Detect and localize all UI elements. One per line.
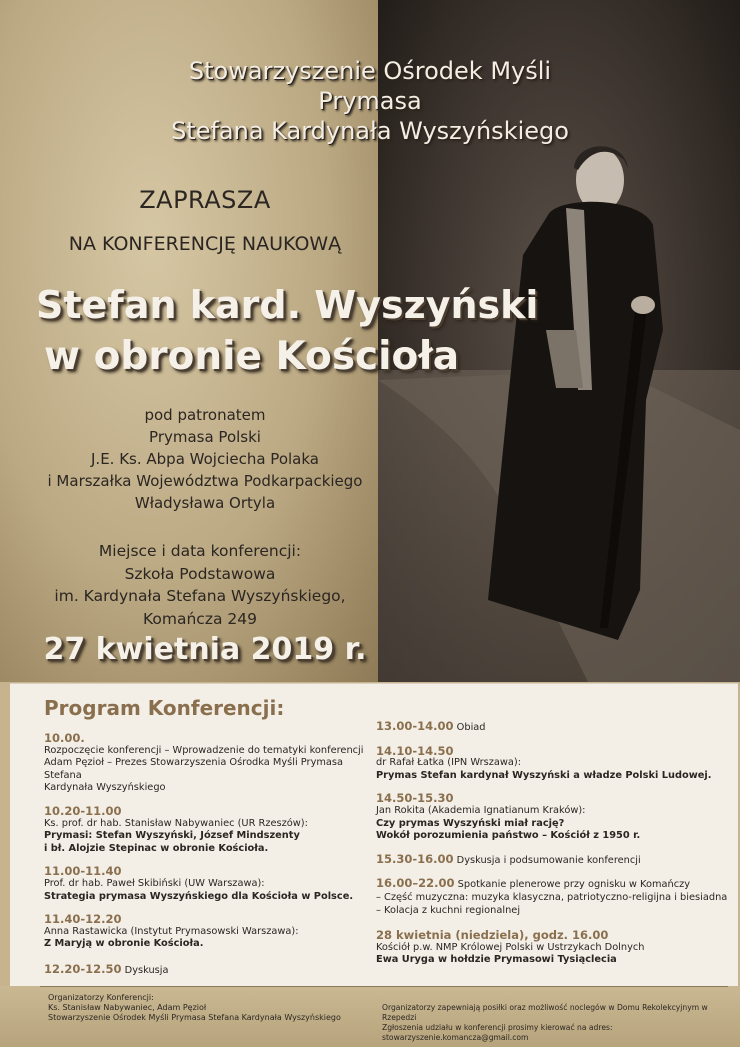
footer-divider (40, 986, 728, 987)
title-line-2: w obronie Kościoła (44, 334, 460, 379)
program-topic: Wokół porozumienia państwo – Kościół z 1950 r. (376, 830, 641, 842)
program-text: Anna Rastawicka (Instytut Prymasowski Warszawa): (44, 925, 299, 937)
program-time: 28 kwietnia (niedziela), godz. 16.00 (376, 928, 609, 943)
program-topic: Czy prymas Wyszyński miał rację? (376, 817, 565, 829)
conference-heading: NA KONFERENCJĘ NAUKOWĄ (68, 233, 342, 255)
conference-date: 27 kwietnia 2019 r. (43, 632, 367, 667)
program-topic: Prymas Stefan kardynał Wyszyński a władze Polski Ludowej. (376, 769, 712, 781)
footer-info (382, 1003, 732, 1043)
program-topic: Strategia prymasa Wyszyńskiego dla Kościoła w Polsce. (44, 890, 354, 902)
program-item (44, 963, 374, 978)
program-item (376, 720, 731, 735)
program-right-column (376, 720, 731, 967)
program-text: Jan Rokita (Akademia Ignatianum Kraków): (376, 804, 586, 816)
program-topic: Z Maryją w obronie Kościoła. (44, 938, 204, 950)
program-text: Kościół p.w. NMP Królowej Polski w Ustrzykach Dolnych (376, 941, 645, 953)
program-text: Kardynała Wyszyńskiego (44, 782, 166, 794)
program-text: Dyskusja i podsumowanie konferencji (456, 854, 641, 866)
program-item (44, 732, 374, 795)
program-time: 16.00–22.00 (376, 876, 455, 891)
footer-line: Ks. Stanisław Nabywaniec, Adam Pęzioł (48, 1003, 207, 1012)
venue-line: im. Kardynała Stefana Wyszyńskiego, (54, 587, 346, 605)
venue-line: Komańcza 249 (143, 609, 257, 628)
program-time: 10.20-11.00 (44, 803, 122, 818)
program-time: 11.00-11.40 (44, 864, 122, 879)
program-item (44, 913, 374, 951)
program-topic: Ewa Uryga w hołdzie Prymasowi Tysiąclecia (376, 954, 617, 966)
patronage-line: J.E. Ks. Abpa Wojciecha Polaka (91, 450, 319, 468)
org-line-2: Prymasa (318, 87, 422, 115)
program-text: – Kolacja z kuchni regionalnej (376, 904, 521, 916)
footer-line: Zgłoszenia udziału w konferencji prosimy kierować na adres: stowarzyszenie.komancza@gmail.com (382, 1023, 613, 1042)
patronage-line: pod patronatem (144, 406, 266, 424)
footer-organizers (48, 993, 368, 1023)
footer-line: Organizatorzy zapewniają posiłki oraz możliwość noclegów w Domu Rekolekcyjnym w Rzepedzi (382, 1003, 708, 1022)
venue-block (0, 540, 400, 630)
footer-line: Organizatorzy Konferencji: (48, 993, 154, 1002)
program-text: Dyskusja (124, 964, 169, 976)
title-line-1: Stefan kard. Wyszyński (36, 283, 539, 327)
program-item (376, 745, 731, 783)
footer-line: Stowarzyszenie Ośrodek Myśli Prymasa Stefana Kardynała Wyszyńskiego (48, 1013, 341, 1022)
program-text: Prof. dr hab. Paweł Skibiński (UW Warszawa): (44, 877, 265, 889)
program-text: Spotkanie plenerowe przy ognisku w Komańczy (457, 879, 691, 891)
program-text: Ks. prof. dr hab. Stanisław Nabywaniec (UR Rzeszów): (44, 817, 308, 829)
program-item (44, 805, 374, 855)
program-item (376, 929, 731, 967)
program-topic: Prymasi: Stefan Wyszyński, József Mindszenty (44, 830, 300, 842)
program-left-column (44, 732, 374, 978)
program-item (376, 853, 731, 868)
program-time: 14.50-15.30 (376, 791, 454, 806)
program-item (376, 877, 731, 917)
program-topic: i bł. Alojzie Stepinac w obronie Kościoła. (44, 842, 269, 854)
venue-line: Szkoła Podstawowa (124, 564, 276, 583)
program-time: 10.00. (44, 731, 85, 745)
program-item (44, 865, 374, 903)
program-time: 12.20-12.50 (44, 961, 122, 976)
program-text: Rozpoczęcie konferencji – Wprowadzenie do tematyki konferencji (44, 744, 364, 756)
program-text: Adam Pęzioł – Prezes Stowarzyszenia Ośrodka Myśli Prymasa Stefana (44, 757, 344, 781)
program-text: Obiad (456, 722, 486, 733)
program-time: 15.30-16.00 (376, 851, 454, 866)
program-text: dr Rafał Łatka (IPN Wrszawa): (376, 757, 522, 769)
patronage-line: i Marszałka Województwa Podkarpackiego (47, 472, 363, 490)
program-item (376, 792, 731, 842)
patronage-block (0, 404, 410, 514)
org-line-1: Stowarzyszenie Ośrodek Myśli (188, 57, 552, 85)
program-time: 13.00-14.00 (376, 719, 454, 733)
program-time: 14.10-14.50 (376, 743, 454, 758)
program-panel (10, 683, 738, 987)
patronage-line: Prymasa Polski (149, 428, 261, 446)
program-text: – Część muzyczna: muzyka klasyczna, patriotyczno-religijna i biesiadna (376, 891, 728, 903)
patronage-line: Władysława Ortyla (134, 494, 276, 512)
venue-line: Miejsce i data konferencji: (98, 542, 302, 560)
organization-name (0, 56, 740, 146)
program-time: 11.40-12.20 (44, 912, 122, 927)
org-line-3: Stefana Kardynała Wyszyńskiego (171, 117, 569, 145)
invite-heading: ZAPRASZA (139, 186, 271, 214)
program-title: Program Konferencji: (44, 696, 285, 720)
